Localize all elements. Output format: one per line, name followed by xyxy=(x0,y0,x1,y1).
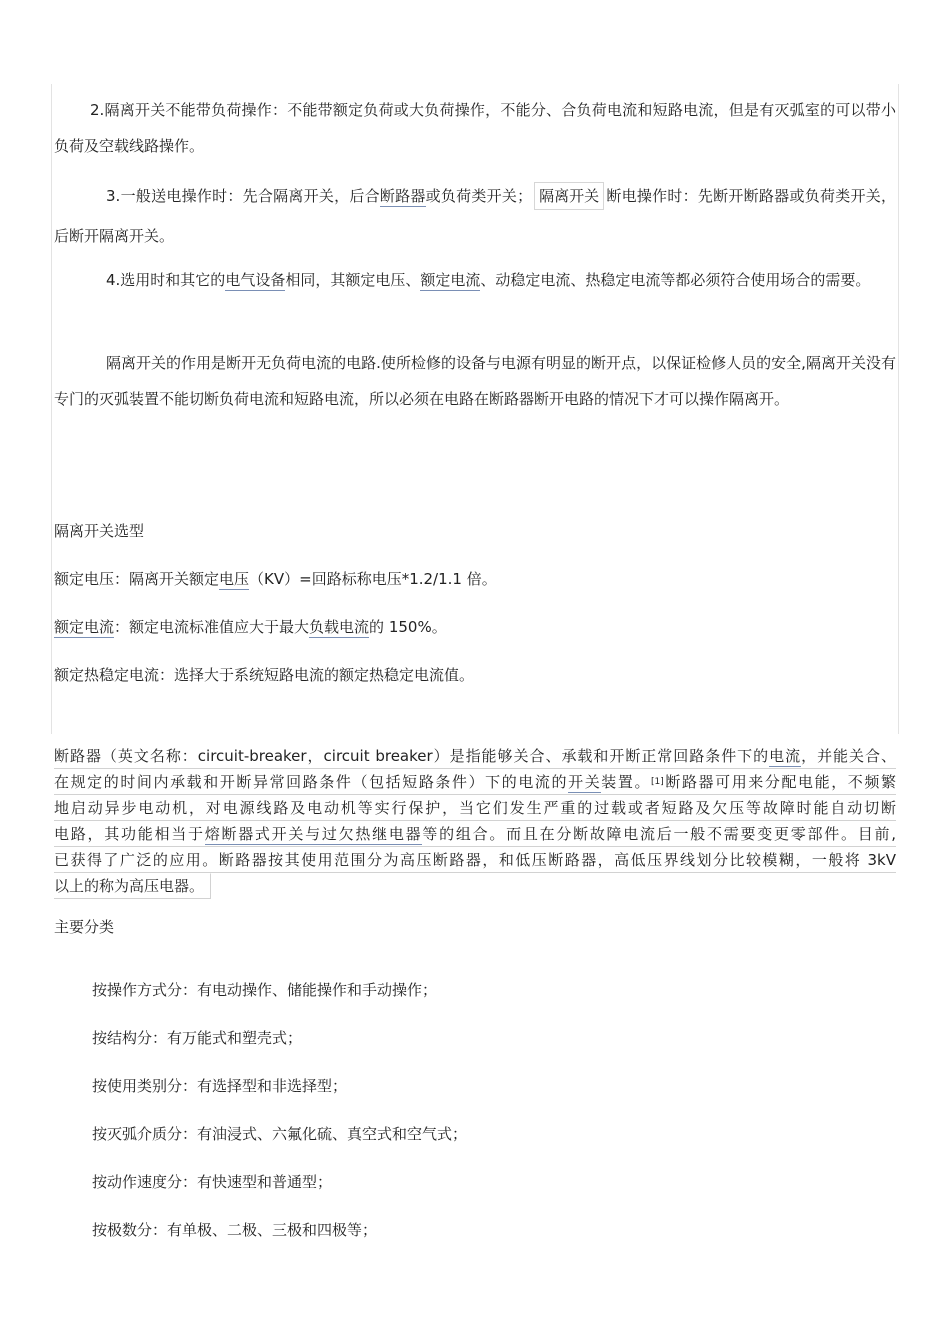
definition-line xyxy=(54,821,896,847)
circuit-breaker-definition xyxy=(54,743,896,903)
paragraph-isolator-function xyxy=(54,345,896,417)
reference-mark[interactable]: [1] xyxy=(651,777,664,787)
link-circuit-breaker[interactable]: 断路器 xyxy=(379,187,426,205)
line-text: 断路器可用来分配电能，不频繁 xyxy=(663,773,896,791)
line-text: 已获得了广泛的应用。断路器按其使用范围分为高压断路器，和低压断路器，高低压界线划分比较模糊，一般将 3kV xyxy=(54,851,896,869)
heading-isolator-selection: 隔离开关选型 xyxy=(54,522,145,540)
classification-item: 按结构分：有万能式和塑壳式； xyxy=(92,1029,303,1047)
line-rated-current xyxy=(54,615,447,639)
line-text: 装置。 xyxy=(601,773,652,791)
classification-item: 按动作速度分：有快速型和普通型； xyxy=(92,1173,333,1191)
definition-line xyxy=(54,847,896,873)
heading-main-classification: 主要分类 xyxy=(54,918,115,936)
link-load-current[interactable]: 负载电流 xyxy=(309,618,370,636)
paragraph-text: 3.一般送电操作时：先合隔离开关，后合 xyxy=(106,187,380,205)
paragraph-text: 4.选用时和其它的 xyxy=(106,271,226,289)
paragraph-text: 、动稳定电流、热稳定电流等都必须符合使用场合的需要。 xyxy=(480,271,871,289)
paragraph-no-load-operation xyxy=(54,92,896,164)
definition-line xyxy=(54,873,211,899)
line-text: 在规定的时间内承载和开断异常回路条件（包括短路条件）下的电流的 xyxy=(54,773,569,791)
boxed-term-isolator: 隔离开关 xyxy=(534,182,604,210)
paragraph-text: 2.隔离开关不能带负荷操作：不能带额定负荷或大负荷操作，不能分、合负荷电流和短路电流，但是有灭弧室的可以带小负荷及空载线路操作。 xyxy=(54,101,896,155)
classification-item: 按使用类别分：有选择型和非选择型； xyxy=(92,1077,348,1095)
paragraph-selection-requirements xyxy=(54,262,896,298)
line-rated-voltage xyxy=(54,567,497,591)
link-switch[interactable]: 开关 xyxy=(568,773,602,791)
definition-line xyxy=(54,795,896,821)
paragraph-text: 断电操作时：先断开断路器或负荷类开关，后断开隔离开关。 xyxy=(54,187,896,245)
definition-line xyxy=(54,769,896,795)
line-text: 断路器（英文名称：circuit-breaker，circuit breaker）是指能够关合、承载和开断正常回路条件下的 xyxy=(54,747,770,765)
classification-item: 按操作方式分：有电动操作、储能操作和手动操作； xyxy=(92,981,438,999)
paragraph-switching-sequence xyxy=(54,176,896,256)
link-fuse-switch-relay[interactable]: 熔断器式开关与过欠热继电器 xyxy=(204,825,423,843)
line-text: 等的组合。而且在分断故障电流后一般不需要变更零部件。目前, xyxy=(422,825,896,843)
link-rated-current[interactable]: 额定电流 xyxy=(420,271,481,289)
paragraph-text: 或负荷类开关； xyxy=(425,187,533,205)
line-text: ：额定电流标准值应大于最大 xyxy=(114,618,310,636)
line-text: 电路，其功能相当于 xyxy=(54,825,205,843)
frame-left-line xyxy=(51,84,52,734)
paragraph-text: 隔离开关的作用是断开无负荷电流的电路.使所检修的设备与电源有明显的断开点，以保证检修人员的安全,隔离开关没有专门的灭弧装置不能切断负荷电流和短路电流，所以必须在电路在断路器断开电路的情况下才可以操作隔离开。 xyxy=(54,354,896,408)
link-voltage[interactable]: 电压 xyxy=(219,570,250,588)
line-text: ，并能关合、 xyxy=(801,747,896,765)
frame-right-line xyxy=(898,84,899,734)
definition-line xyxy=(54,743,896,769)
link-current[interactable]: 电流 xyxy=(769,747,802,765)
line-text: 地启动异步电动机，对电源线路及电动机等实行保护，当它们发生严重的过载或者短路及欠压等故障时能自动切断 xyxy=(54,799,896,817)
line-rated-thermal-current: 额定热稳定电流：选择大于系统短路电流的额定热稳定电流值。 xyxy=(54,666,475,684)
classification-item: 按极数分：有单极、二极、三极和四极等； xyxy=(92,1221,378,1239)
link-rated-current-2[interactable]: 额定电流 xyxy=(54,618,115,636)
paragraph-text: 相同，其额定电压、 xyxy=(285,271,421,289)
line-text: 的 150%。 xyxy=(369,618,447,636)
line-text: （KV）=回路标称电压*1.2/1.1 倍。 xyxy=(249,570,497,588)
classification-item: 按灭弧介质分：有油浸式、六氟化硫、真空式和空气式； xyxy=(92,1125,468,1143)
line-text: 额定电压：隔离开关额定 xyxy=(54,570,220,588)
line-text: 以上的称为高压电器。 xyxy=(54,877,205,895)
link-electrical-equipment[interactable]: 电气设备 xyxy=(225,271,286,289)
